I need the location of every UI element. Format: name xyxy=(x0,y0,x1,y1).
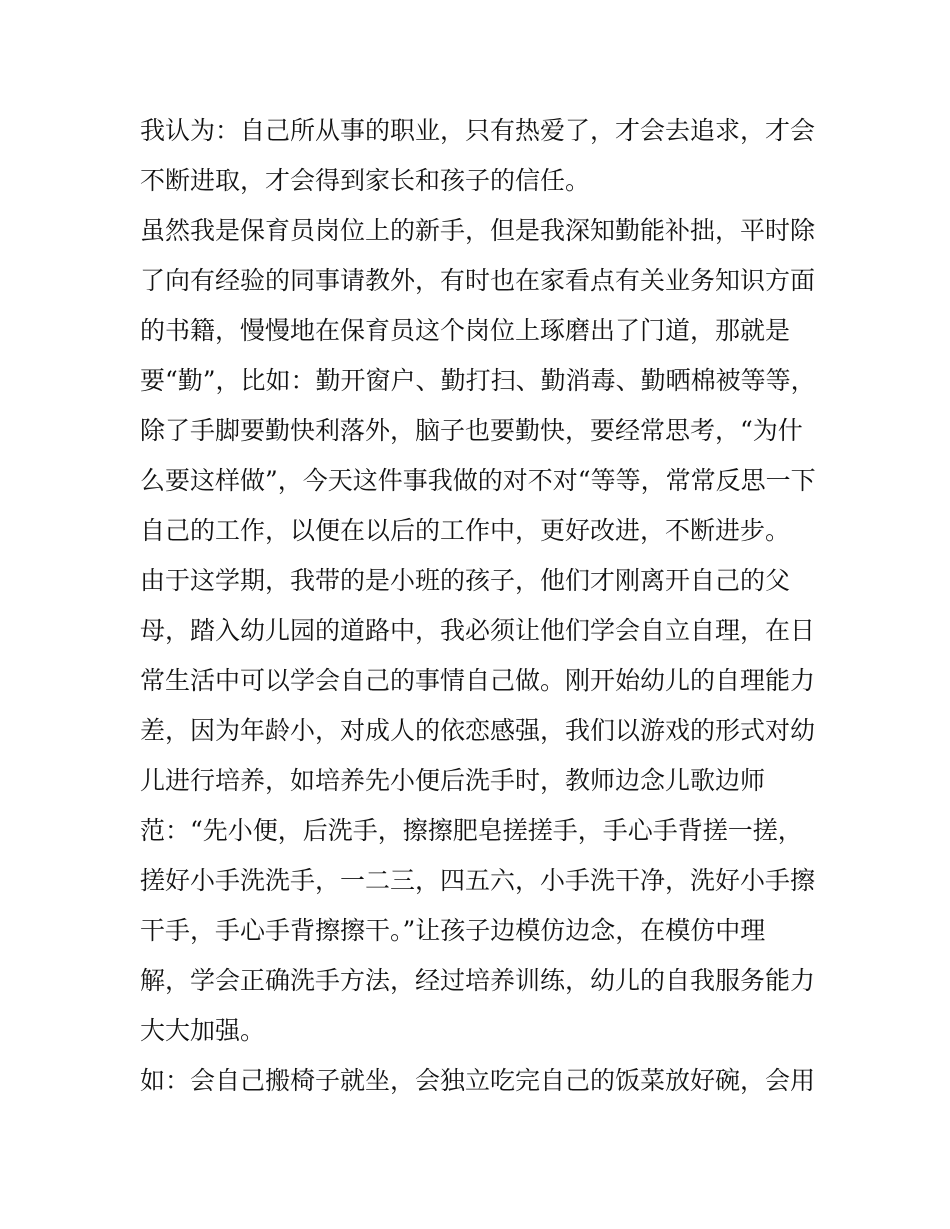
text-line-1: 我认为：自己所从事的职业，只有热爱了，才会去追求，才会 xyxy=(140,116,816,145)
text-line-4: 了向有经验的同事请教外，有时也在家看点有关业务知识方面 xyxy=(140,266,816,295)
text-line-5: 的书籍，慢慢地在保育员这个岗位上琢磨出了门道，那就是 xyxy=(140,316,791,345)
text-line-19: 大大加强。 xyxy=(140,1016,266,1045)
text-line-13: 差，因为年龄小，对成人的依恋感强，我们以游戏的形式对幼 xyxy=(140,716,816,745)
text-line-6: 要“勤”，比如：勤开窗户、勤打扫、勤消毒、勤晒棉被等等， xyxy=(140,366,816,395)
text-line-17: 干手，手心手背擦擦干。”让孩子边模仿边念，在模仿中理 xyxy=(140,916,766,945)
text-line-11: 母，踏入幼儿园的道路中，我必须让他们学会自立自理，在日 xyxy=(140,616,816,645)
text-line-18: 解，学会正确洗手方法，经过培养训练，幼儿的自我服务能力 xyxy=(140,966,816,995)
text-line-2: 不断进取，才会得到家长和孩子的信任。 xyxy=(140,166,591,195)
text-line-16: 搓好小手洗洗手，一二三，四五六，小手洗干净，洗好小手擦 xyxy=(140,866,816,895)
text-line-15: 范：“先小便，后洗手，擦擦肥皂搓搓手，手心手背搓一搓， xyxy=(140,816,803,845)
text-line-9: 自己的工作，以便在以后的工作中，更好改进，不断进步。 xyxy=(140,516,791,545)
text-line-14: 儿进行培养，如培养先小便后洗手时，教师边念儿歌边师 xyxy=(140,766,766,795)
text-line-10: 由于这学期，我带的是小班的孩子，他们才刚离开自己的父 xyxy=(140,566,791,595)
text-line-20: 如：会自己搬椅子就坐，会独立吃完自己的饭菜放好碗，会用 xyxy=(140,1066,816,1095)
text-line-8: 么要这样做”，今天这件事我做的对不对“等等，常常反思一下 xyxy=(140,466,816,495)
text-line-7: 除了手脚要勤快利落外，脑子也要勤快，要经常思考，“为什 xyxy=(140,416,803,445)
text-line-3: 虽然我是保育员岗位上的新手，但是我深知勤能补拙，平时除 xyxy=(140,216,816,245)
text-line-12: 常生活中可以学会自己的事情自己做。刚开始幼儿的自理能力 xyxy=(140,666,816,695)
document-body xyxy=(140,106,820,1106)
